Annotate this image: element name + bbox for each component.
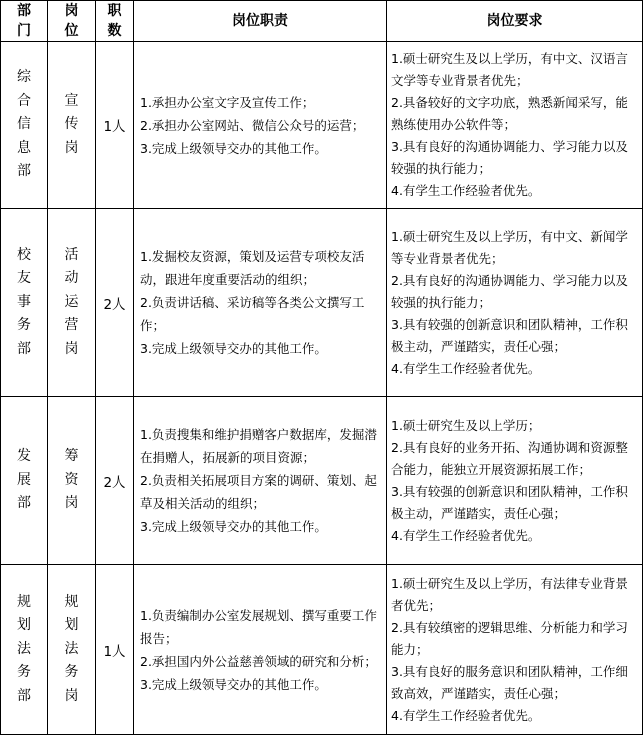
dept-cell: 校友事务部 [1, 209, 48, 397]
position-cell: 筹资岗 [48, 397, 96, 565]
table-header-row [1, 1, 643, 42]
header-duties: 岗位职责 [134, 1, 387, 42]
requirement-item: 2.具有良好的业务开拓、沟通协调和资源整合能力，能独立开展资源拓展工作； [391, 439, 628, 477]
duties-cell [134, 565, 387, 735]
requirements-cell [387, 397, 643, 565]
count-cell: 1人 [96, 565, 134, 735]
duty-item: 3.完成上级领导交办的其他工作。 [140, 519, 327, 534]
duty-item: 3.完成上级领导交办的其他工作。 [140, 676, 327, 692]
table-row [1, 42, 643, 209]
requirement-item: 3.具有较强的创新意识和团队精神，工作积极主动，严谨踏实，责任心强； [391, 316, 628, 354]
requirement-item: 1.硕士研究生及以上学历，有中文、新闻学等专业背景者优先； [391, 228, 628, 266]
header-dept: 部门 [1, 1, 48, 42]
duty-item: 1.承担办公室文字及宣传工作； [140, 94, 315, 110]
header-requirements: 岗位要求 [387, 1, 643, 42]
duty-item: 3.完成上级领导交办的其他工作。 [140, 140, 327, 156]
requirement-item: 2.具有良好的沟通协调能力、学习能力以及较强的执行能力； [391, 272, 628, 310]
requirement-item: 3.具有较强的创新意识和团队精神，工作积极主动，严谨踏实，责任心强； [391, 483, 628, 521]
requirement-item: 1.硕士研究生及以上学历，有中文、汉语言文学等专业背景者优先； [391, 51, 628, 88]
duty-item: 1.负责搜集和维护捐赠客户数据库，发掘潜在捐赠人，拓展新的项目资源； [140, 427, 377, 465]
requirement-item: 4.有学生工作经验者优先。 [391, 360, 541, 376]
requirement-item: 2.具备较好的文字功底，熟悉新闻采写，能熟练使用办公软件等； [391, 95, 628, 132]
position-cell: 规划法务岗 [48, 565, 96, 735]
requirement-item: 1.硕士研究生及以上学历； [391, 417, 541, 433]
duty-item: 3.完成上级领导交办的其他工作。 [140, 341, 327, 356]
requirement-item: 4.有学生工作经验者优先。 [391, 183, 541, 198]
duty-item: 2.负责讲话稿、采访稿等各类公文撰写工作； [140, 295, 365, 333]
duties-cell [134, 397, 387, 565]
table-row [1, 209, 643, 397]
requirement-item: 3.具有良好的沟通协调能力、学习能力以及较强的执行能力； [391, 139, 628, 176]
header-count: 职数 [96, 1, 134, 42]
dept-cell: 规划法务部 [1, 565, 48, 735]
count-cell: 2人 [96, 209, 134, 397]
requirement-item: 1.硕士研究生及以上学历，有法律专业背景者优先； [391, 575, 628, 613]
requirement-item: 4.有学生工作经验者优先。 [391, 707, 541, 723]
duty-item: 2.承担国内外公益慈善领域的研究和分析； [140, 653, 377, 669]
duty-item: 2.承担办公室网站、微信公众号的运营； [140, 117, 365, 133]
requirements-cell [387, 565, 643, 735]
duty-item: 2.负责相关拓展项目方案的调研、策划、起草及相关活动的组织； [140, 473, 377, 511]
position-cell: 宣传岗 [48, 42, 96, 209]
count-cell: 2人 [96, 397, 134, 565]
count-cell: 1人 [96, 42, 134, 209]
duties-cell [134, 209, 387, 397]
duty-item: 1.发掘校友资源，策划及运营专项校友活动，跟进年度重要活动的组织； [140, 249, 365, 287]
table-row [1, 565, 643, 735]
duties-cell [134, 42, 387, 209]
requirement-item: 2.具有较缜密的逻辑思维、分析能力和学习能力； [391, 619, 628, 657]
dept-cell: 发展部 [1, 397, 48, 565]
requirements-cell [387, 42, 643, 209]
requirement-item: 3.具有良好的服务意识和团队精神，工作细致高效，严谨踏实，责任心强； [391, 663, 628, 701]
requirement-item: 4.有学生工作经验者优先。 [391, 527, 541, 543]
position-cell: 活动运营岗 [48, 209, 96, 397]
header-position: 岗位 [48, 1, 96, 42]
table-row [1, 397, 643, 565]
requirements-cell [387, 209, 643, 397]
duty-item: 1.负责编制办公室发展规划、撰写重要工作报告； [140, 607, 377, 646]
dept-cell: 综合信息部 [1, 42, 48, 209]
